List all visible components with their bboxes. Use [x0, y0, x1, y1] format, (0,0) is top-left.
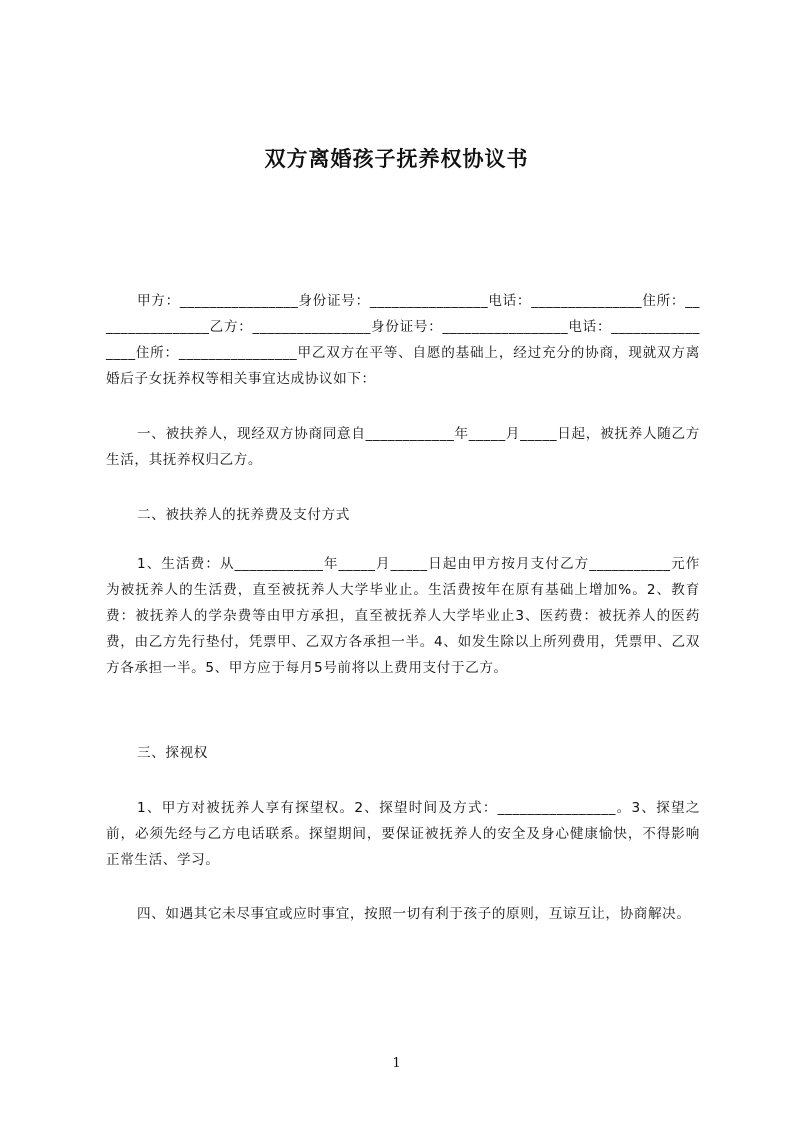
page-number: 1: [392, 1056, 401, 1071]
section-three-heading: 三、探视权: [137, 745, 208, 761]
document-title: 双方离婚孩子抚养权协议书: [264, 147, 529, 171]
section-two-heading: 二、被扶养人的抚养费及支付方式: [137, 507, 350, 523]
section-two-body: 1、生活费：从____________年_____月_____日起由甲方按月支付乙方___________元作为被抚养人的生活费，直至被抚养人大学毕业止。生活费按年在原有基础上增加%。2、教育费：被抚养人的学杂费等由甲方承担，直至被抚养人大学毕业止3、医药费：被抚养人的医药费，由乙方先行垫付，凭票甲、乙双方各承担一半。4、如发生除以上所列费用，凭票甲、乙双方各承担一半。5、甲方应于每月5号前将以上费用支付于乙方。: [106, 556, 700, 676]
section-three-body: 1、甲方对被抚养人享有探望权。2、探望时间及方式：________________。3、探望之前，必须先经与乙方电话联系。探望期间，要保证被抚养人的安全及身心健康愉快，不得影响正常生活、学习。: [106, 800, 700, 868]
section-four-paragraph: 四、如遇其它未尽事宜或应时事宜，按照一切有利于孩子的原则，互谅互让，协商解决。: [137, 906, 691, 922]
parties-paragraph: 甲方：________________身份证号：________________电话：_______________住所：________________乙方：________________身份证号：_________________电话：________________住所：________________甲乙双方在平等、自愿的基础上，经过充分的协商，现就双方离婚后子女抚养权等相关事宜达成协议如下：: [106, 293, 700, 387]
section-one-paragraph: 一、被扶养人，现经双方协商同意自____________年_____月_____日起，被抚养人随乙方生活，其抚养权归乙方。: [106, 426, 700, 468]
